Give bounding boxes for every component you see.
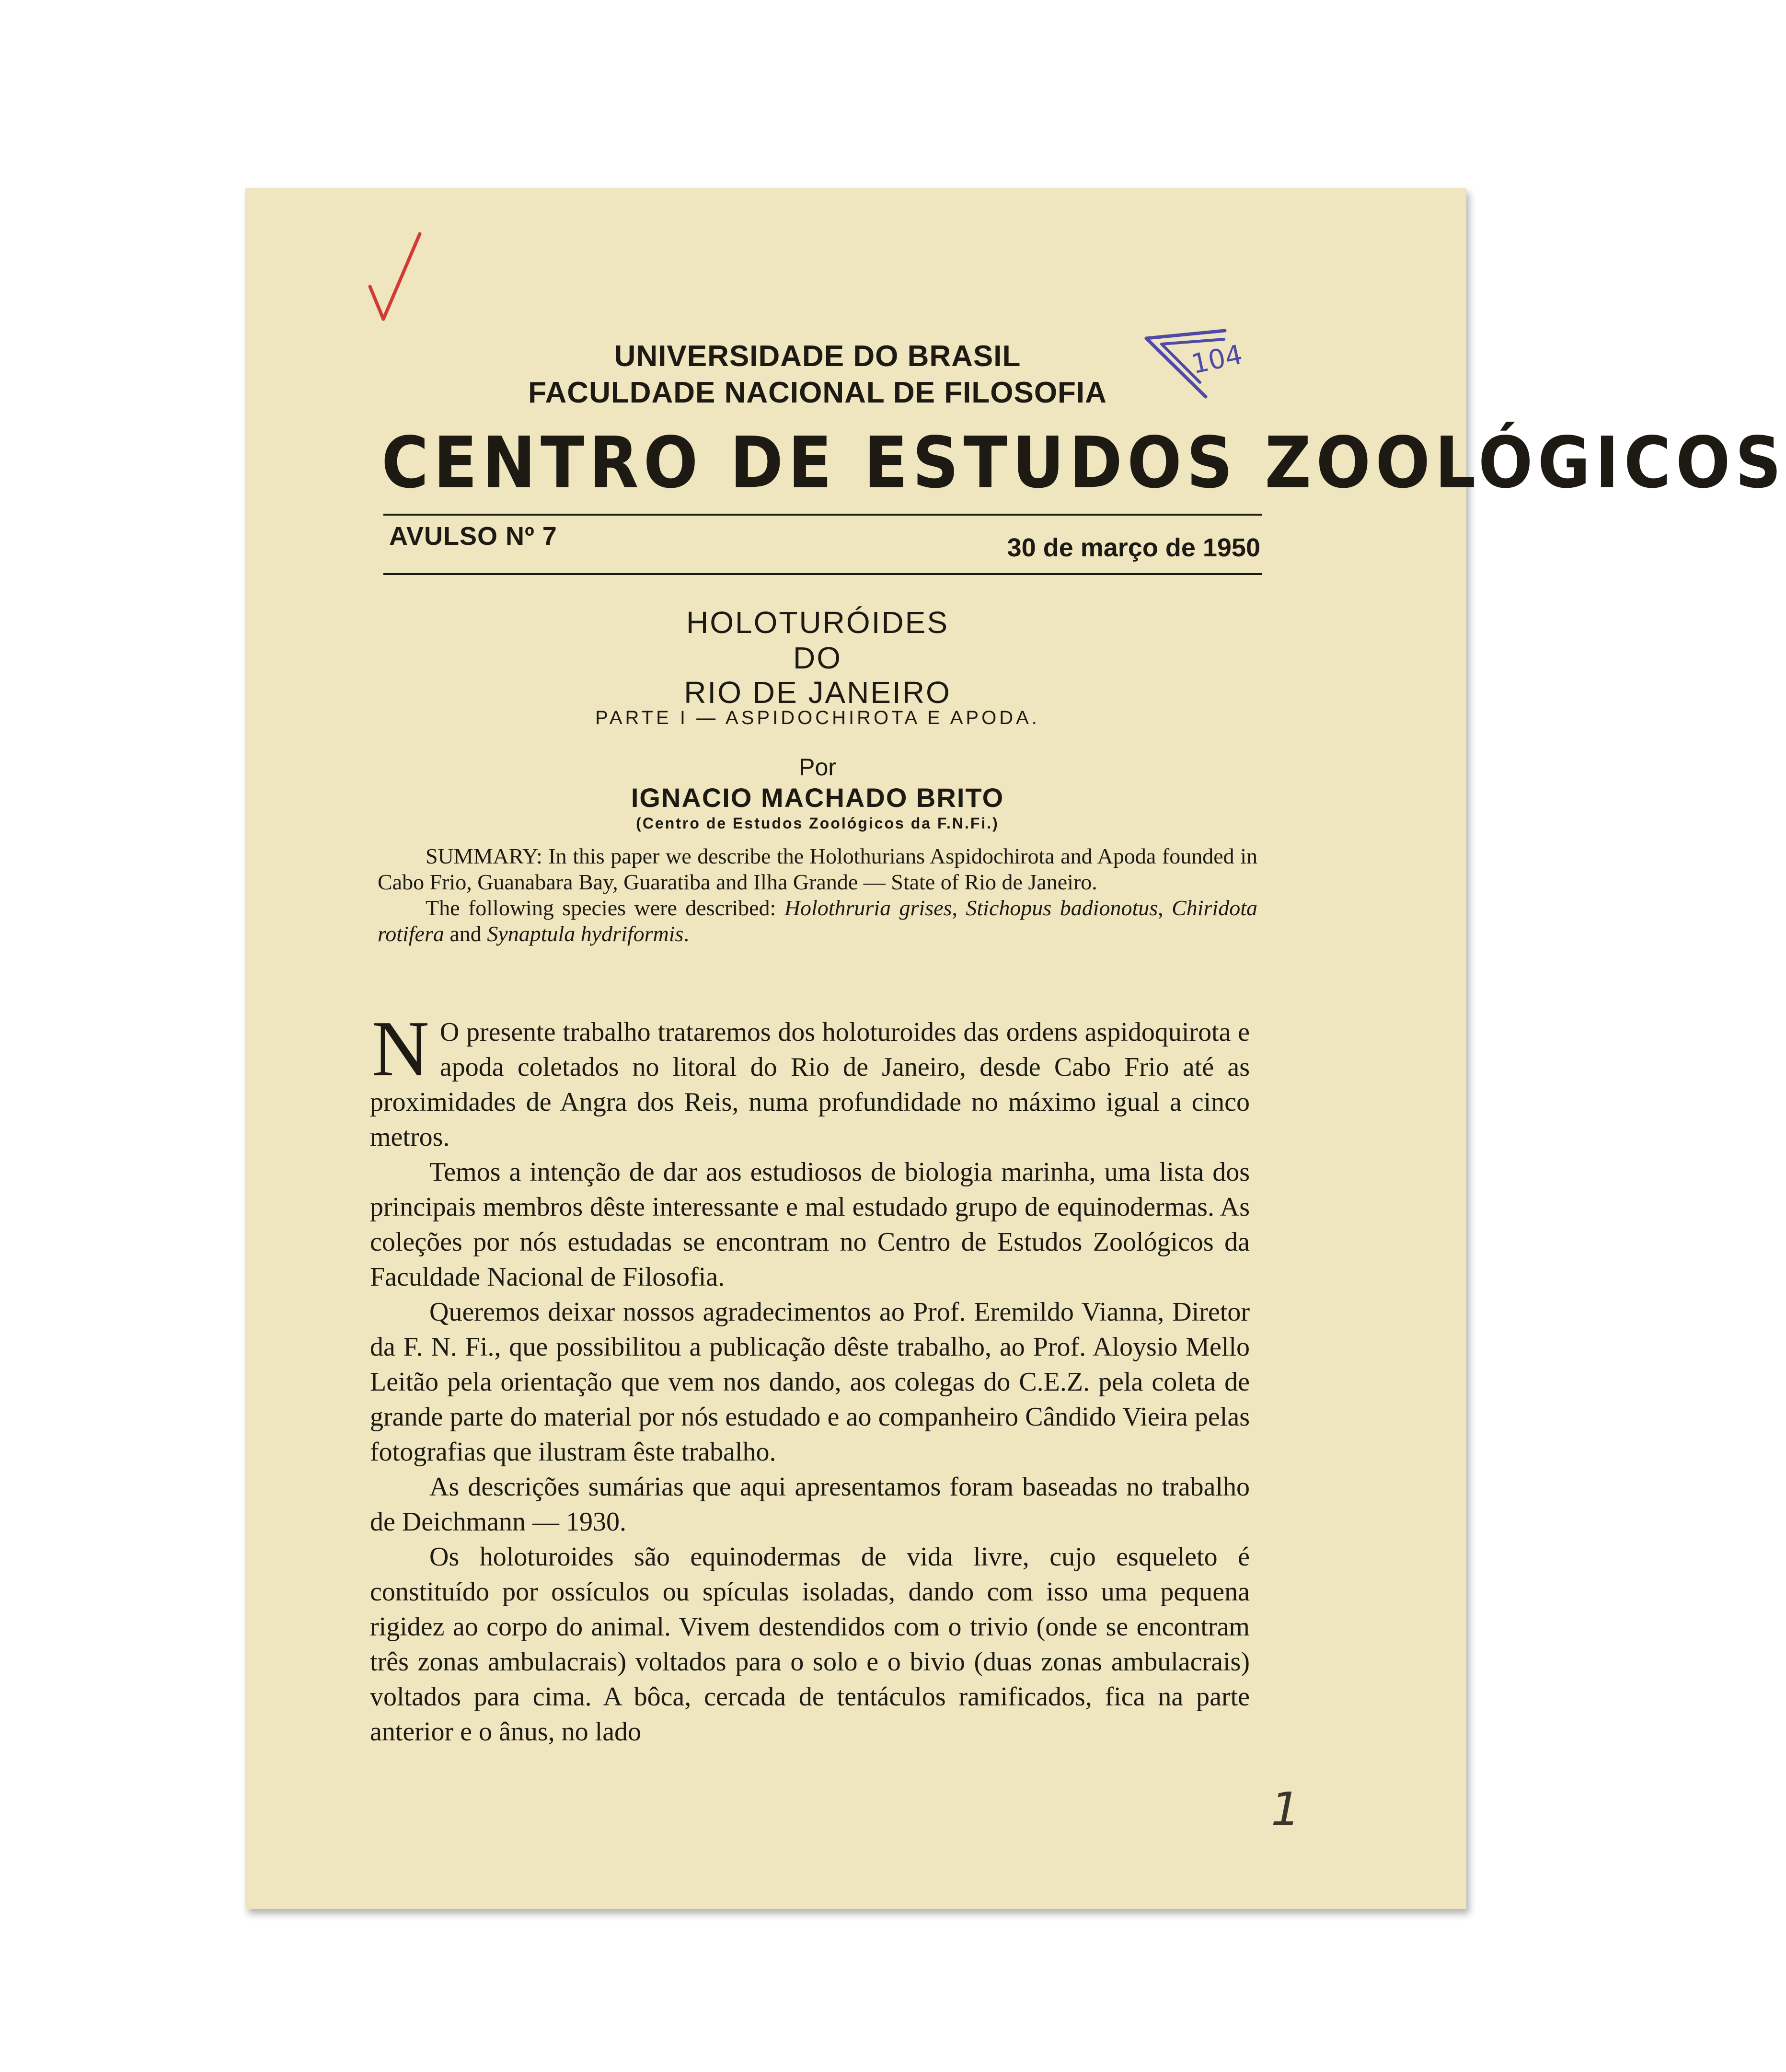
species-name: Holothruria grises [784, 896, 952, 920]
author-name: IGNACIO MACHADO BRITO [631, 783, 1004, 813]
species-lead: The following species were described: [426, 896, 784, 920]
summary-paragraph: SUMMARY: In this paper we describe the Holothurians Aspidochirota and Apoda founded in Cabo Frio, Guanabara Bay, Guaratiba and Ilha Grande — State of Rio de Janeiro. [378, 844, 1257, 894]
species-separator: , [952, 896, 966, 920]
body-paragraph: As descrições sumárias que aqui apresentamos foram baseadas no trabalho de Deichmann — 1930. [370, 1472, 1250, 1537]
species-end: . [683, 921, 689, 946]
title-line-2: DO [793, 641, 842, 675]
species-paragraph [378, 895, 1257, 947]
header-rule-bottom [383, 573, 1262, 575]
title-line-3: RIO DE JANEIRO [684, 675, 951, 710]
body-text [370, 1004, 1250, 1750]
page-number: 1 [1271, 1783, 1301, 1836]
stamp-number: 104 [1188, 339, 1245, 380]
species-name: Stichopus badionotus [966, 896, 1158, 920]
issue-date: 30 de março de 1950 [1007, 533, 1260, 562]
center-title: CENTRO DE ESTUDOS ZOOLÓGICOS [381, 422, 1786, 504]
body-paragraph [370, 1004, 1250, 1155]
university-name: UNIVERSIDADE DO BRASIL [614, 340, 1021, 373]
issue-number: AVULSO Nº 7 [389, 522, 557, 551]
species-separator: and [444, 921, 487, 946]
species-name: Chiridota rotifera [378, 896, 1258, 946]
species-name: Synaptula hydriformis [487, 921, 684, 946]
species-separator: , [1158, 896, 1172, 920]
author-affiliation: (Centro de Estudos Zoológicos da F.N.Fi.) [636, 815, 999, 832]
body-paragraph-text: O presente trabalho trataremos dos holoturoides das ordens aspidoquirota e apoda coletados no litoral do Rio de Janeiro, desde Cabo Frio até as proximidades de Angra dos Reis, numa profundidade no máximo igual a cinco metros. [370, 1017, 1250, 1152]
body-paragraph: Os holoturoides são equinodermas de vida livre, cujo esqueleto é constituído por ossículos ou spículas isoladas, dando com isso uma pequena rigidez ao corpo do animal. Vivem destendidos com o trivio (onde se encontram três zonas ambulacrais) voltados para o solo e o bivio (duas zonas ambulacrais) voltados para cima. A bôca, cercada de tentáculos ramificados, fica na parte anterior e o ânus, no lado [370, 1542, 1250, 1747]
drop-cap: N [372, 1004, 429, 1093]
red-checkmark-icon [364, 230, 426, 326]
title-line-1: HOLOTURÓIDES [686, 605, 949, 640]
byline-por: Por [799, 754, 836, 781]
faculty-name: FACULDADE NACIONAL DE FILOSOFIA [528, 376, 1107, 409]
header-rule-top [383, 514, 1262, 516]
body-paragraph: Temos a intenção de dar aos estudiosos de biologia marinha, uma lista dos principais membros dêste interessante e mal estudado grupo de equinodermas. As coleções por nós estudadas se encontram no Centro de Estudos Zoológicos da Faculdade Nacional de Filosofia. [370, 1157, 1250, 1292]
summary-block [378, 843, 1257, 947]
title-part: PARTE I — ASPIDOCHIROTA E APODA. [595, 707, 1040, 728]
body-paragraph: Queremos deixar nossos agradecimentos ao Prof. Eremildo Vianna, Diretor da F. N. Fi., que possibilitou a publicação dêste trabalho, ao Prof. Aloysio Mello Leitão pela orientação que vem nos dando, aos colegas do C.E.Z. pela coleta de grande parte do material por nós estudado e ao companheiro Cândido Vieira pelas fotografias que ilustram êste trabalho. [370, 1297, 1250, 1467]
